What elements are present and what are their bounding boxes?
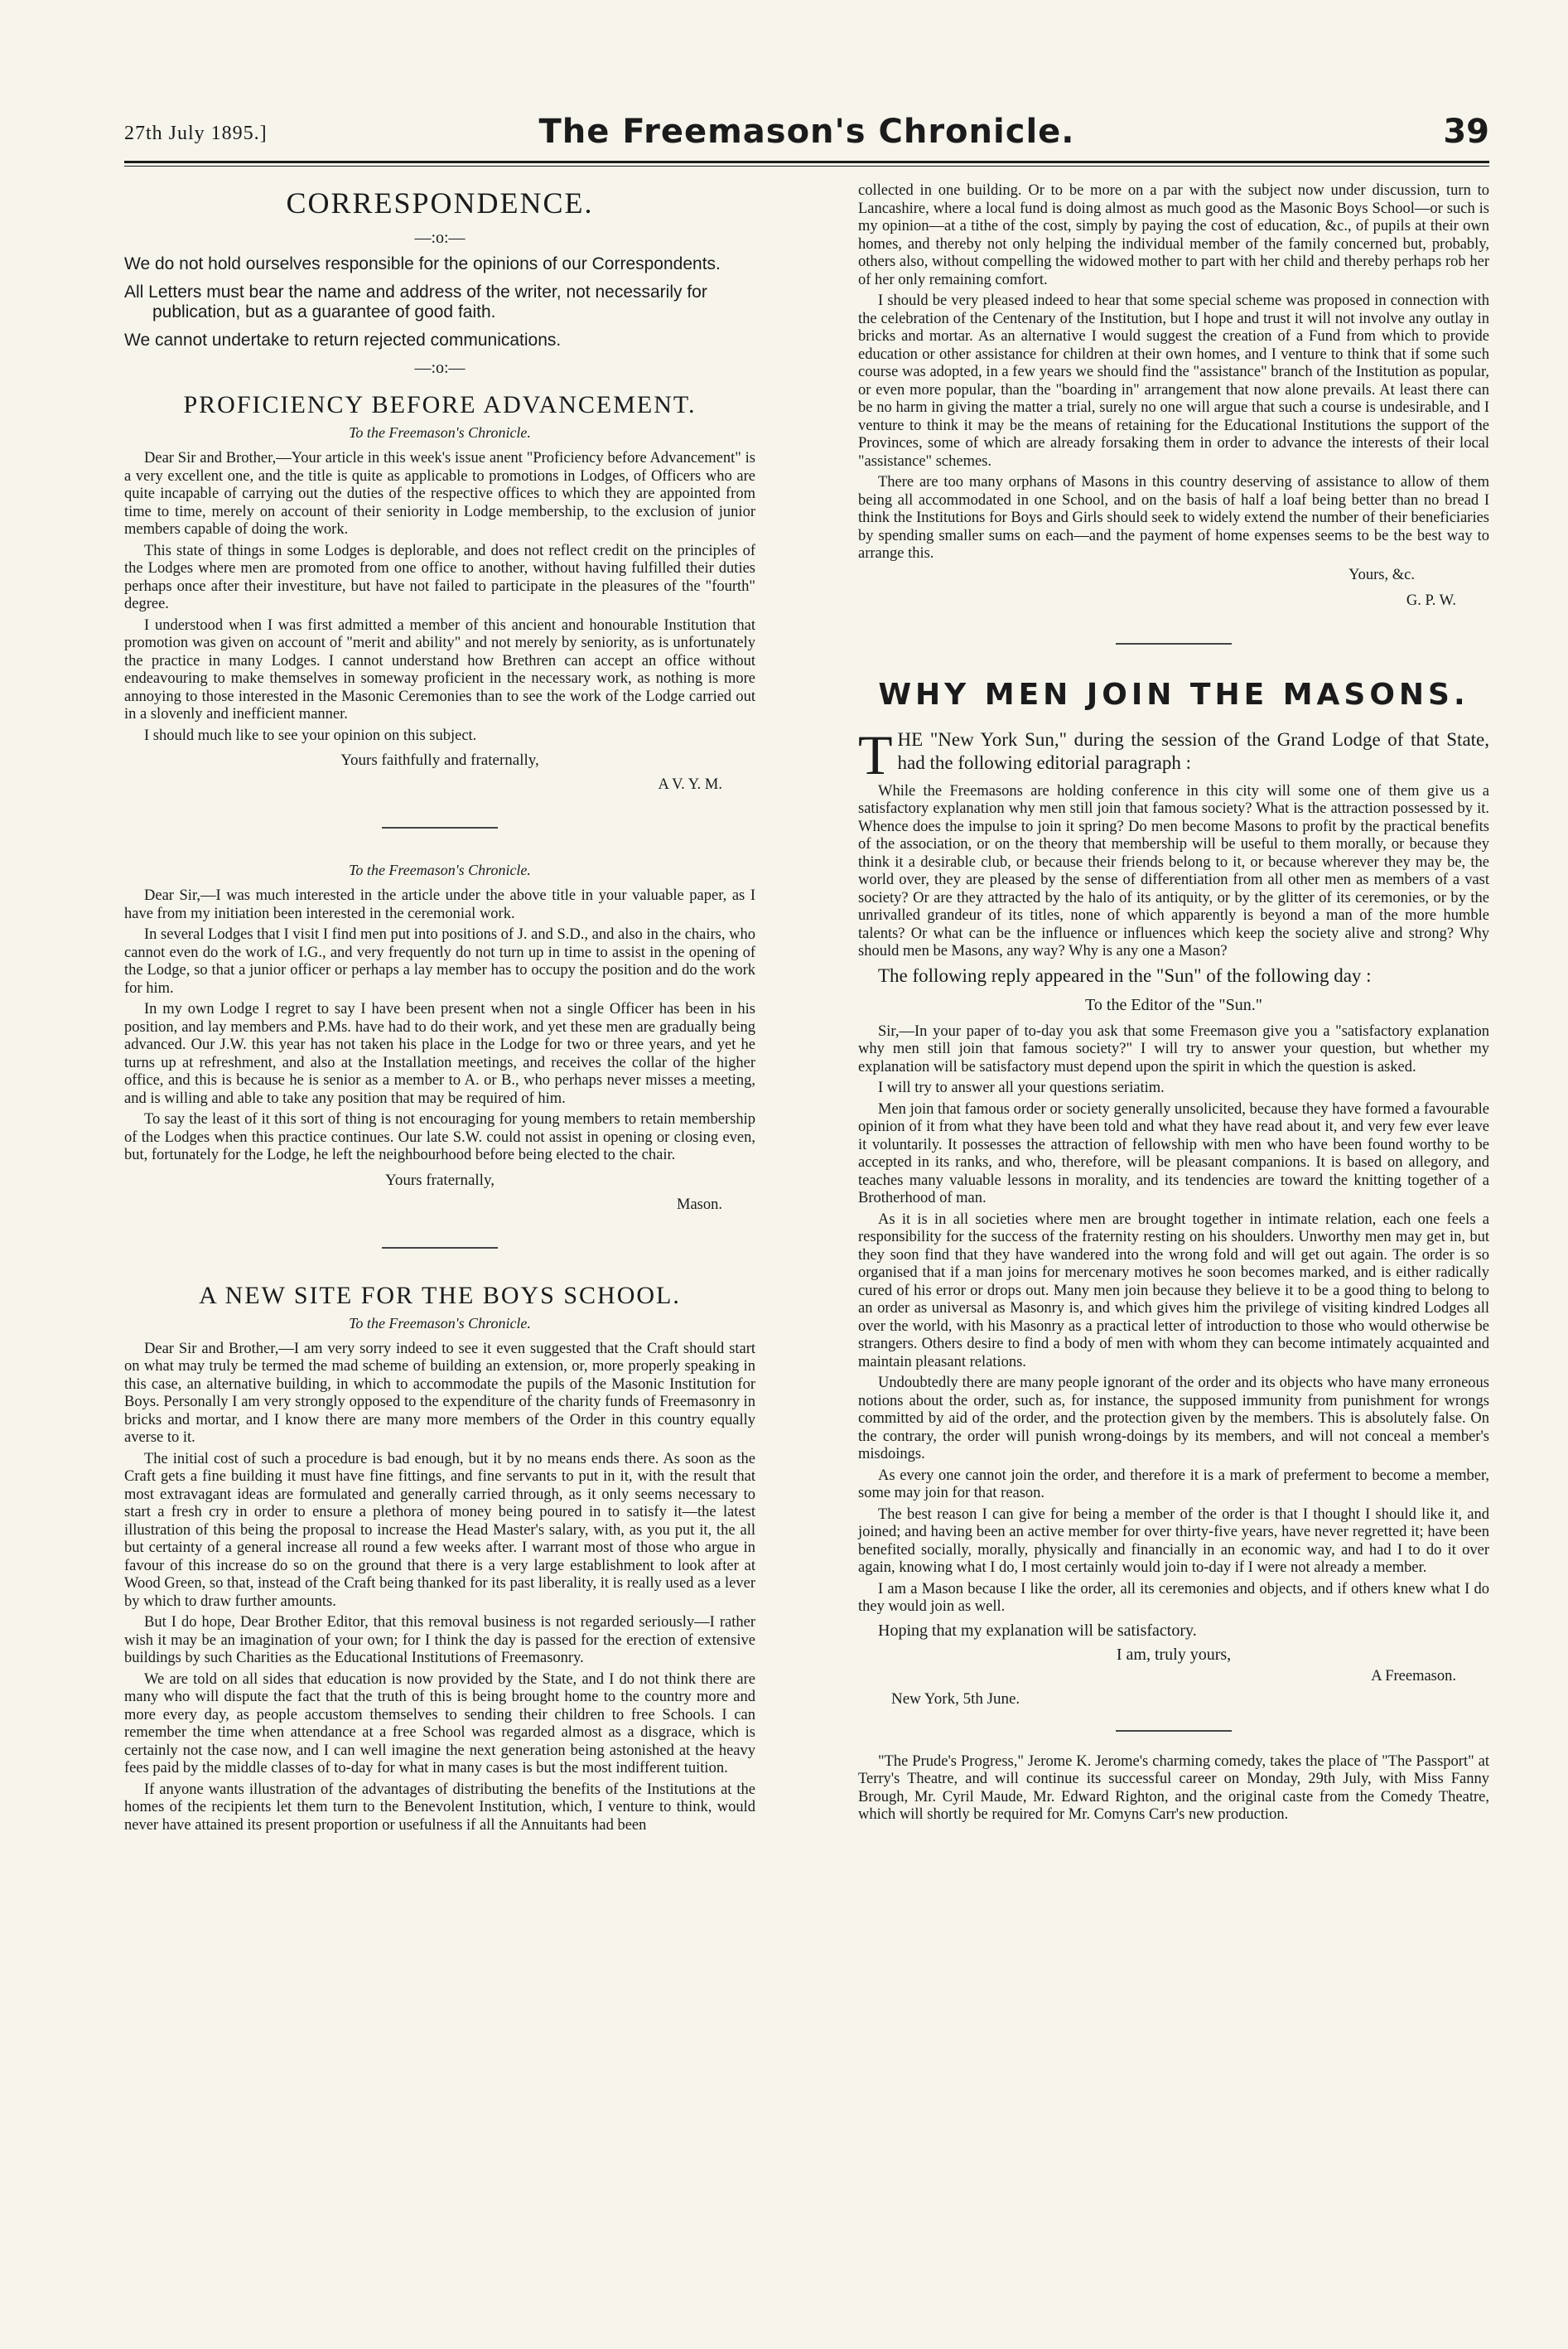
letter-closing: Yours, &c. — [1348, 566, 1415, 583]
reply-paragraph: The best reason I can give for being a member of the order is that I thought I should like it, and joined; and having been an active member for over thirty-five years, have never regretted it; have been benefited socially, morally, physically and financially in an economic way, and had I to do it over again, knowing what I do, I most certainly would join to-day if I were not already a member. — [858, 1506, 1489, 1576]
addressee-line: To the Freemason's Chronicle. — [349, 1314, 531, 1332]
reply-paragraph: Undoubtedly there are many people ignorant of the order and its objects who have many erroneous notions about the order, such as, for instance, the supposed immunity from punishment for wrongs committed by aid of the order, and the protection given by the members. This is absolutely false. On the contrary, the order will punish wrong-doings by its members, and will not conceal a member's misdoings. — [858, 1375, 1489, 1462]
article-paragraph: I should much like to see your opinion on this subject. — [144, 727, 477, 744]
reply-paragraph: Sir,—In your paper of to-day you ask that some Freemason give you a "satisfactory explanation why men still join that famous society?" I will try to answer your question, but whether my explanation will be satisfactory must depend upon the spirit in which the question is asked. — [858, 1022, 1489, 1075]
article-paragraph: But I do hope, Dear Brother Editor, that this removal business is not regarded seriously—I rather wish it may be an imagination of your own; for I think the day is passed for the erection of extensive buildings by such Charities as the Educational Institutions of Freemasonry. — [124, 1614, 755, 1666]
article-paragraph: Dear Sir and Brother,—I am very sorry indeed to see it even suggested that the Craft should start on what may truly be termed the mad scheme of building an extension, or, more properly speaking in this case, an alternative building, in which to accommodate the pupils of the Masonic Institution for Boys. Personally I am very strongly opposed to the expenditure of the charity funds of Freemasonry in bricks and mortar, and I know there are many more members of the Order in this country equally averse to it. — [124, 1340, 755, 1446]
boys-school-continued — [858, 182, 1489, 610]
article-paragraph: There are too many orphans of Masons in this country deserving of assistance to allow of them being all accommodated in one School, and on the basis of half a loaf being better than no bread I think the Institutions for Boys and Girls should seek to widely extend the number of their beneficiaries by spending smaller sums on each—and the payment of home expenses seems to be the best way to arrange this. — [858, 474, 1489, 562]
article-paragraph: I should be very pleased indeed to hear that some special scheme was proposed in connection with the celebration of the Centenary of the Institution, but I hope and trust it will not involve any outlay in bricks and mortar. As an alternative I would suggest the creation of a Fund from which to provide education or other assistance for children at their own homes, and I venture to think that if some such course was adopted, in a few years we should find the "assistance" branch of the Institution as popular, or even more popular, than the "boarding in" arrangement that now alone prevails. At least there can be no harm in giving the matter a trial, surely no one will argue that such a course is undesirable, and I venture to think it may be the means of retaining for the Educational Institutions the support of the Provinces, some of which are already forsaking them in order to advance the interests of their local "assistance" schemes. — [858, 292, 1489, 470]
article-paragraph: In my own Lodge I regret to say I have been present when not a single Officer has been in his position, and lay members and P.Ms. have had to do their work, and yet these men are gradually being advanced. Our J.W. this year has not taken his place in the Lodge for two or three years, and yet he turns up at refreshment, and also at the Installation meetings, and receives the collar of the higher office, and this is because he is senior as a member to A. or B., who perhaps never misses a meeting, and is willing and able to take any position that may be required of him. — [124, 1001, 755, 1107]
header-rule-thick — [124, 161, 1489, 163]
article-paragraph: To say the least of it this sort of thing is not encouraging for young members to retain membership of the Lodges when this practice continues. Our late S.W. could not assist in opening or closing even, but, fortunately for the Lodge, he left the neighbourhood before being elected to the chair. — [124, 1111, 755, 1163]
lead-text: HE "New York Sun," during the session of the Grand Lodge of that State, had the following editorial paragraph : — [897, 728, 1489, 773]
reply-paragraph: Men join that famous order or society generally unsolicited, because they have formed a favourable opinion of it from what they have been told and what they have read about it, and very few ever leave it voluntarily. It possesses the attraction of fellowship with men who have been found worthy to be accepted in its ranks, and who, therefore, will be pleasant companions. It is based on allegory, and teaches many valuable lessons in morality, and its tendencies are toward the knitting together of a Brotherhood of man. — [858, 1100, 1489, 1206]
lead-paragraph — [858, 723, 1489, 786]
right-column — [858, 182, 1489, 1828]
letter-closing: Yours fraternally, — [385, 1171, 495, 1189]
article-paragraph: I understood when I was first admitted a member of this ancient and honourable Institution that promotion was given on account of "merit and ability" and not merely by seniority, as is unfortunately the practice in many Lodges. I cannot understand how Brethren can accept an office without endeavouring to make themselves in someway proficient in the necessary work, as nothing is more annoying to those interested in the Masonic Ceremonies than to see the work of the Lodge carried out in a slovenly and inefficient manner. — [124, 616, 755, 723]
reply-paragraph: As every one cannot join the order, and therefore it is a mark of preferment to become a member, some may join for that reason. — [858, 1467, 1489, 1501]
article-paragraph: This state of things in some Lodges is deplorable, and does not reflect credit on the principles of the Lodges where men are promoted from one office to another, without having fulfilled their duties perhaps once after their investiture, but have not failed to participate in the pleasures of the "fourth" degree. — [124, 542, 755, 612]
editorial-notice: We cannot undertake to return rejected communications. — [124, 331, 562, 350]
reply-paragraph: As it is in all societies where men are brought together in intimate relation, each one feels a responsibility for the success of the fraternity resting on his shoulders. Unworthy men may get in, but they soon find that they have wandered into the wrong fold and will get out again. The order is so organised that if a man joins for mercenary motives he soon becomes marked, and is either radically cured of his error or drops out. Many men join because they believe it to be a good thing to belong to an order as universal as Masonry is, and which gives him the privilege of visiting kindred Lodges all over the world, with his Masonry as a practical letter of introduction to those who would otherwise be strangers. Others desire to find a body of men with whom they can become intimately acquainted and maintain pleasant relations. — [858, 1211, 1489, 1370]
section-divider — [1116, 643, 1232, 645]
editorial-notice: All Letters must bear the name and address of the writer, not necessarily for publication, but as a guarantee of good faith. — [124, 283, 707, 321]
place-date: New York, 5th June. — [891, 1689, 1020, 1708]
article-paragraph: collected in one building. Or to be more on a par with the subject now under discussion, turn to Lancashire, where a local fund is doing almost as much good as the Masonic Boys School—or such is my opinion—at a tithe of the cost, simply by paying the cost of education, &c., of pupils at their own homes, and thereby not only helping the individual member of the family concerned but, probably, others also, without compelling the widowed mother to part with her child and thereby perhaps rob her of her only remaining comfort. — [858, 182, 1489, 288]
issue-date: 27th July 1895.] — [124, 123, 268, 144]
article-paragraph: Dear Sir and Brother,—Your article in this week's issue anent "Proficiency before Advancement" is a very excellent one, and the title is quite as applicable to promotions in Lodges, of Officers who are quite incapable of carrying out the duties of the respective offices to which they are appointed from time to time, merely on account of their seniority in Lodge membership, to the exclusion of junior members capable of doing the work. — [124, 450, 755, 538]
reply-paragraph: I am a Mason because I like the order, all its ceremonies and objects, and if others knew what I do they would join as well. — [858, 1580, 1489, 1615]
theatre-notice: "The Prude's Progress," Jerome K. Jerome's charming comedy, takes the place of "The Passport" at Terry's Theatre, and will continue its successful career on Monday, 29th July, with Miss Fanny Brough, Mr. Cyril Maude, Mr. Edward Righton, and the original caste from the Comedy Theatre, which will shortly be required for Mr. Comyns Carr's new production. — [858, 1752, 1489, 1823]
section-divider — [382, 1247, 498, 1249]
article-heading: PROFICIENCY BEFORE ADVANCEMENT. — [183, 391, 697, 418]
letter-signature: G. P. W. — [1406, 592, 1456, 609]
article-paragraph: If anyone wants illustration of the advantages of distributing the benefits of the Institutions at the homes of the recipients let them turn to the Benevolent Institution, which, I venture to think, would never have attained its present proportion or usefulness if all the Annuitants had been — [124, 1781, 755, 1834]
correspondence-section — [124, 186, 755, 378]
proficiency-article — [124, 391, 755, 794]
correspondence-heading: CORRESPONDENCE. — [286, 186, 594, 220]
header-rule-thin — [124, 166, 1489, 167]
second-letter — [124, 862, 755, 1214]
letter-signature: Mason. — [677, 1196, 722, 1213]
page-header — [124, 99, 1489, 159]
article-heading: WHY MEN JOIN THE MASONS. — [878, 677, 1469, 712]
reply-paragraph: I will try to answer all your questions seriatim. — [878, 1080, 1165, 1096]
letter-hoping: Hoping that my explanation will be satisfactory. — [878, 1621, 1197, 1640]
boys-school-article — [124, 1282, 755, 1835]
letter-signature: A V. Y. M. — [658, 776, 722, 793]
article-heading: A NEW SITE FOR THE BOYS SCHOOL. — [199, 1281, 681, 1309]
letter-closing: Yours faithfully and fraternally, — [340, 752, 539, 769]
addressee-line: To the Freemason's Chronicle. — [349, 862, 531, 878]
addressee-line: To the Freemason's Chronicle. — [349, 424, 531, 441]
letter-signature: A Freemason. — [1371, 1667, 1456, 1684]
left-column — [124, 182, 755, 1838]
editorial-notice: We do not hold ourselves responsible for the opinions of our Correspondents. — [124, 254, 721, 273]
article-paragraph: In several Lodges that I visit I find men put into positions of J. and S.D., and also in the chairs, who cannot even do the work of I.G., and very frequently do not turn up in time to assist in the opening of the Lodge, so that a junior officer or perhaps a lay member has to occupy the position and do the work for him. — [124, 926, 755, 997]
article-paragraph: We are told on all sides that education is now provided by the State, and I do not think there are many who will dispute the fact that the truth of this is being brought home to the country more and more every day, as people accustom themselves to sending their children to free Schools. I can remember the time when attendance at a free School was regarded almost as a disgrace, which is certainly not the case now, and I can well imagine the next generation being astonished at the heavy fees paid by the middle classes of to-day for what in many cases is but the most indifferent tuition. — [124, 1670, 755, 1776]
reply-intro: The following reply appeared in the "Sun" of the following day : — [878, 964, 1372, 986]
masthead-title: The Freemason's Chronicle. — [538, 113, 1075, 151]
why-men-join-article — [858, 678, 1489, 1709]
page-number: 39 — [1443, 113, 1489, 151]
section-divider — [1116, 1730, 1232, 1732]
ornament: —:o:— — [414, 359, 466, 377]
letter-closing: I am, truly yours, — [1116, 1645, 1232, 1664]
quoted-editorial: While the Freemasons are holding conference in this city will some one of them give us a satisfactory explanation why men still join that famous society? What is the attraction possessed by it. Whence does the impulse to join it spring? Do men become Masons to profit by the practical benefits of the association, or on the theory that membership will be useful to them morally, or because they think it a desirable club, or because their friends belong to it, or because wherever they may be, the world over, they are pleased by the sense of differentiation from all other men as members of a vast society? Or are they attracted by the halo of its antiquity, or by the glitter of its ceremonies, or by the unrivalled grandeur of its titles, none of which apparently is beyond a man of the more humble talents? Or what can be the influence or influences which keep the society alive and strong? Why should men be Masons, any way? Why is any one a Mason? — [858, 782, 1489, 959]
article-paragraph: Dear Sir,—I was much interested in the article under the above title in your valuable paper, as I have from my initiation been interested in the ceremonial work. — [124, 887, 755, 922]
section-divider — [382, 827, 498, 829]
addressee-line: To the Editor of the "Sun." — [1085, 995, 1262, 1014]
article-paragraph: The initial cost of such a procedure is bad enough, but it by no means ends there. As soon as the Craft gets a fine building it must have fine fittings, and fine servants to put in it, with the result that most extravagant ideas are formulated and generally carried through, as it only seems necessary to start a fresh cry in order to ensure a plethora of money being poured in to satisfy it—the latest illustration of this being the proposal to increase the Head Master's salary, with, as you put it, the all but certainty of a general increase all round a few weeks after. I warrant most of those who argue in favour of this increase do so on the ground that there is a very large establishment to look after at Wood Green, so that, instead of the Craft being thanked for its past liberality, it is really used as a lever by which to draw further amounts. — [124, 1450, 755, 1610]
ornament: —:o:— — [414, 229, 466, 247]
drop-cap: T — [858, 723, 893, 786]
